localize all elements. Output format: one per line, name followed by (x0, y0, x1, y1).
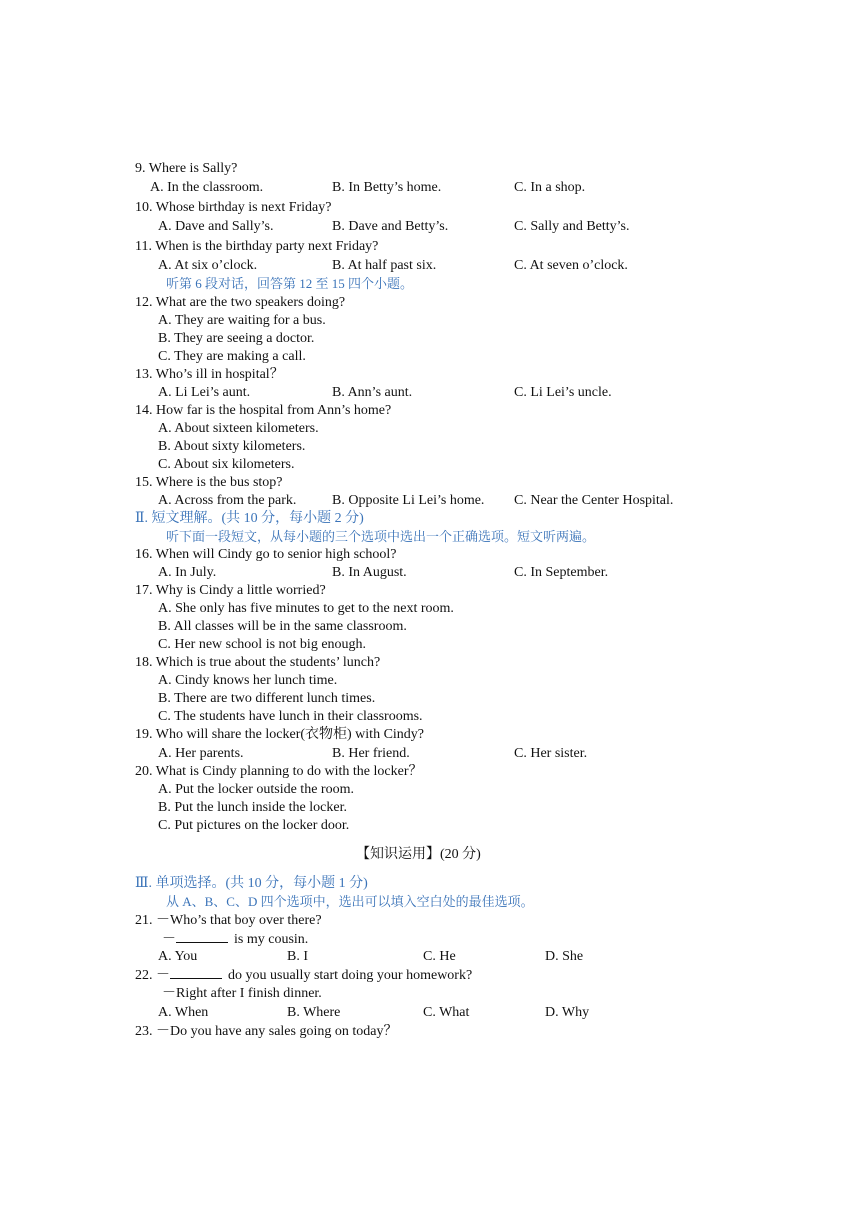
question-13-option-a: A. Li Lei’s aunt. (158, 385, 251, 400)
question-22-dash: － (156, 968, 170, 983)
question-17-option-b: B. All classes will be in the same classroom. (158, 619, 407, 634)
question-22-speaker-1: do you usually start doing your homework? (228, 968, 473, 983)
part-heading: 【知识运用】(20 分) (356, 847, 481, 862)
question-14-stem: 14. How far is the hospital from Ann’s home? (135, 403, 392, 418)
question-12-option-b: B. They are seeing a doctor. (158, 331, 315, 346)
question-18-option-b: B. There are two different lunch times. (158, 691, 376, 706)
question-21-line-2 (162, 930, 308, 949)
question-12-stem: 12. What are the two speakers doing? (135, 295, 346, 310)
question-10-stem: 10. Whose birthday is next Friday? (135, 200, 332, 215)
answer-blank (176, 930, 228, 943)
question-12-option-a: A. They are waiting for a bus. (158, 313, 326, 328)
question-21-dash: － (162, 932, 176, 947)
question-11-stem: 11. When is the birthday party next Friday? (135, 239, 379, 254)
question-9-option-a: A. In the classroom. (150, 180, 264, 195)
question-13-stem: 13. Who’s ill in hospital？ (135, 367, 284, 382)
question-15-option-b: B. Opposite Li Lei’s home. (332, 493, 485, 508)
section-2-instruction: 听下面一段短文，从每小题的三个选项中选出一个正确选项。短文听两遍。 (166, 529, 596, 544)
question-16-option-c: C. In September. (514, 565, 609, 580)
question-23-speaker-1: －Do you have any sales going on today？ (156, 1024, 398, 1039)
question-21-number: 21. (135, 913, 153, 928)
question-10-option-a: A. Dave and Sally’s. (158, 219, 274, 234)
question-21-option-a: A. You (158, 949, 198, 964)
question-21-option-c: C. He (423, 949, 456, 964)
question-9-option-c: C. In a shop. (514, 180, 586, 195)
question-22-option-a: A. When (158, 1005, 209, 1020)
question-19-option-b: B. Her friend. (332, 746, 410, 761)
question-10-option-c: C. Sally and Betty’s. (514, 219, 630, 234)
question-19-stem: 19. Who will share the locker(衣物柜) with Cindy? (135, 727, 425, 742)
question-16-stem: 16. When will Cindy go to senior high school? (135, 547, 397, 562)
question-13-option-b: B. Ann’s aunt. (332, 385, 413, 400)
question-22-option-c: C. What (423, 1005, 470, 1020)
question-16-option-a: A. In July. (158, 565, 217, 580)
question-17-option-a: A. She only has five minutes to get to the next room. (158, 601, 454, 616)
question-10-option-b: B. Dave and Betty’s. (332, 219, 449, 234)
question-22-option-d: D. Why (545, 1005, 590, 1020)
question-15-option-a: A. Across from the park. (158, 493, 297, 508)
question-21-line-1 (135, 912, 322, 930)
question-14-option-a: A. About sixteen kilometers. (158, 421, 319, 436)
answer-blank (170, 966, 222, 979)
question-21-option-d: D. She (545, 949, 584, 964)
question-17-stem: 17. Why is Cindy a little worried? (135, 583, 326, 598)
question-20-option-c: C. Put pictures on the locker door. (158, 818, 350, 833)
section-3-instruction: 从 A、B、C、D 四个选项中，选出可以填入空白处的最佳选项。 (166, 894, 534, 909)
question-17-option-c: C. Her new school is not big enough. (158, 637, 367, 652)
question-18-option-a: A. Cindy knows her lunch time. (158, 673, 338, 688)
question-21-option-b: B. I (287, 949, 308, 964)
question-23-number: 23. (135, 1024, 153, 1039)
question-22-line-1 (135, 966, 472, 985)
question-9-option-b: B. In Betty’s home. (332, 180, 442, 195)
section-3-title: Ⅲ. 单项选择。(共 10 分，每小题 1 分) (135, 876, 368, 891)
question-21-speaker-1: －Who’s that boy over there? (156, 913, 322, 928)
dialog-6-instruction: 听第 6 段对话，回答第 12 至 15 四个小题。 (166, 276, 414, 291)
question-11-option-c: C. At seven o’clock. (514, 258, 628, 273)
question-20-option-a: A. Put the locker outside the room. (158, 782, 354, 797)
question-13-option-c: C. Li Lei’s uncle. (514, 385, 612, 400)
question-18-option-c: C. The students have lunch in their classrooms. (158, 709, 423, 724)
question-23-line-1 (135, 1023, 397, 1041)
question-20-stem: 20. What is Cindy planning to do with the locker？ (135, 764, 423, 779)
question-22-speaker-2: －Right after I finish dinner. (162, 986, 322, 1001)
question-19-option-c: C. Her sister. (514, 746, 588, 761)
question-11-option-a: A. At six o’clock. (158, 258, 258, 273)
question-12-option-c: C. They are making a call. (158, 349, 306, 364)
question-14-option-c: C. About six kilometers. (158, 457, 295, 472)
question-16-option-b: B. In August. (332, 565, 407, 580)
question-19-option-a: A. Her parents. (158, 746, 244, 761)
question-22-number: 22. (135, 968, 153, 983)
question-18-stem: 18. Which is true about the students’ lunch? (135, 655, 381, 670)
question-22-option-b: B. Where (287, 1005, 341, 1020)
section-2-title: Ⅱ. 短文理解。(共 10 分，每小题 2 分) (135, 511, 364, 526)
question-15-option-c: C. Near the Center Hospital. (514, 493, 674, 508)
question-9-stem: 9. Where is Sally? (135, 161, 238, 176)
question-11-option-b: B. At half past six. (332, 258, 437, 273)
question-20-option-b: B. Put the lunch inside the locker. (158, 800, 347, 815)
question-14-option-b: B. About sixty kilometers. (158, 439, 306, 454)
question-21-speaker-2: is my cousin. (234, 932, 309, 947)
question-15-stem: 15. Where is the bus stop? (135, 475, 283, 490)
